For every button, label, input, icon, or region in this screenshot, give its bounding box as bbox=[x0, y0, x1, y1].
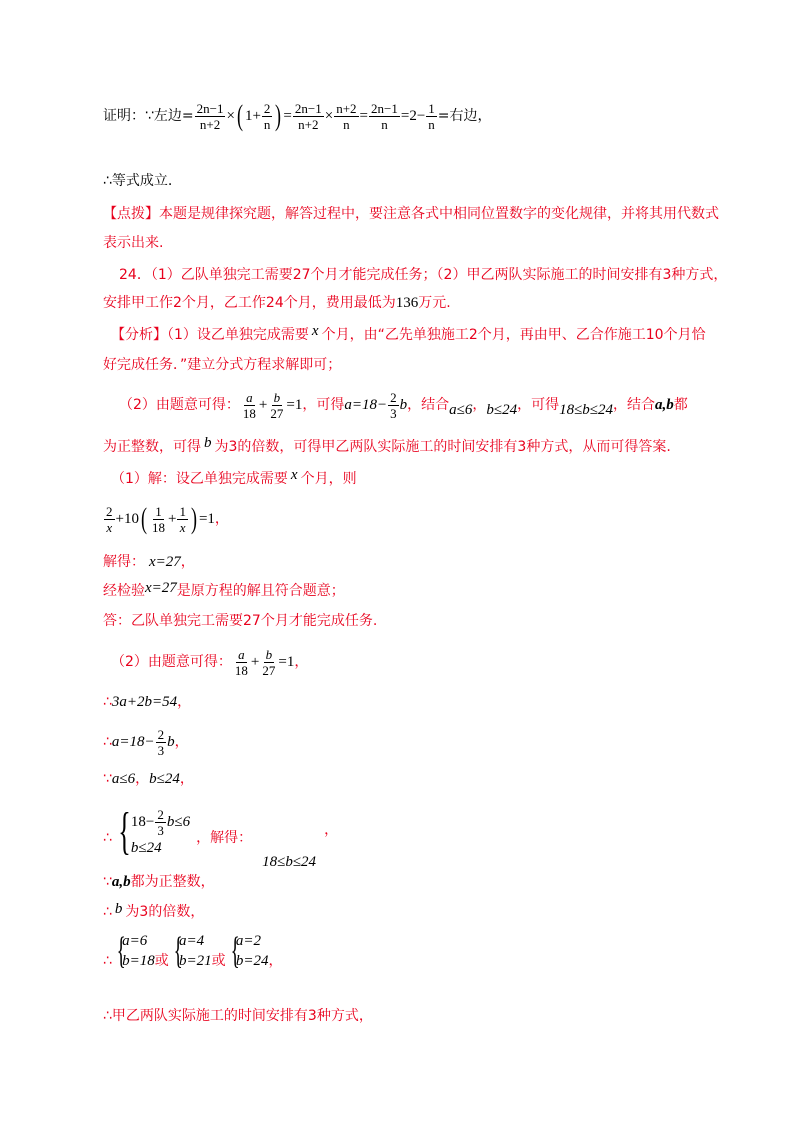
sol1-line1: （1）解：设乙单独完成需要 x 个月，则 bbox=[111, 467, 357, 487]
sol2-multiple: ∴ b 为3的倍数， bbox=[103, 901, 205, 920]
sol1-jie: 解得： x=27 ， bbox=[103, 554, 195, 570]
proof-suffix: =右边， bbox=[437, 108, 492, 124]
fenxi-line1: 【分析】（1）设乙单独完成需要 x 个月，由“乙先单独施工2个月，再由甲、乙合作施工10个月恰 bbox=[111, 323, 706, 343]
sol2-system: ∴ { 18− $\frac{2}{3}$ b≤6 b≤24 ，解得： 18≤b≤24 ， bbox=[103, 803, 339, 870]
sol1-answer: 答：乙队单独完工需要27个月才能完成任务. bbox=[103, 613, 378, 629]
sol2-integer: ∵ a,b 都为正整数， bbox=[103, 874, 215, 890]
q24-line2: 安排甲工作2个月，乙工作24个月，费用最低为 136 万元. bbox=[103, 295, 451, 311]
dianbo-line2: 表示出来. bbox=[103, 235, 164, 251]
sol2-3a2b: ∴ 3a+2b=54 ， bbox=[103, 694, 192, 710]
fenxi-line2: 好完成任务．”建立分式方程求解即可； bbox=[103, 357, 342, 373]
q24-line1: 24．（1）乙队单独完工需要27个月才能完成任务；（2）甲乙两队实际施工的时间安排有3种方式， bbox=[119, 267, 728, 283]
sol1-equation: $\frac{2}{x}$ +10 ( $\frac{1}{18}$ + $\frac{1}{x}$ ) =1 ， bbox=[106, 502, 229, 535]
proof-line: 证明：∵左边= $\frac{2n-1}{n+2}$ × ( 1+ $\frac{2}{n}$ ) = $\frac{2n-1}{n+2}$ × $\frac{n+2}{n}$ = $\frac{2n-1}{n}$ = 2− $\frac{1}{n}$ =右边， bbox=[103, 99, 492, 132]
sol1-jianyan: 经检验 x=27 是原方程的解且符合题意； bbox=[103, 580, 345, 599]
sol2-a-eq: ∴ a=18− $\frac{2}{3}$ b ， bbox=[103, 726, 189, 758]
conclusion: ∴等式成立. bbox=[103, 173, 173, 189]
sol2-final: ∴甲乙两队实际施工的时间安排有3种方式， bbox=[103, 1008, 373, 1024]
proof-prefix: 证明：∵左边= bbox=[103, 108, 194, 124]
sol2-solutions: ∴ { a=6 b=18 或 { a=4 b=21 或 { a=2 b=24 ， bbox=[103, 930, 283, 972]
fenxi-line3: （2）由题意可得： $\frac{a}{18}$ + $\frac{b}{27}$ =1 ，可得 a=18− $\frac{2}{3}$ b ，结合 a≤6 ， b≤24 ，可得 18≤b≤24 ，结合 a,b 都 bbox=[119, 389, 688, 421]
sol2-because: ∵ a≤6 ， b≤24 ， bbox=[103, 771, 194, 787]
fraction: $\frac{2n-1}{n+2}$ bbox=[196, 100, 224, 132]
dianbo-line1: 【点拨】本题是规律探究题，解答过程中，要注意各式中相同位置数字的变化规律，并将其用代数式 bbox=[103, 206, 719, 222]
fenxi-line4: 为正整数，可得 b 为3的倍数，可得甲乙两队实际施工的时间安排有3种方式，从而可得答案. bbox=[103, 435, 671, 455]
sol2-line1: （2）由题意可得： $\frac{a}{18}$ + $\frac{b}{27}$ =1 ， bbox=[111, 646, 309, 678]
